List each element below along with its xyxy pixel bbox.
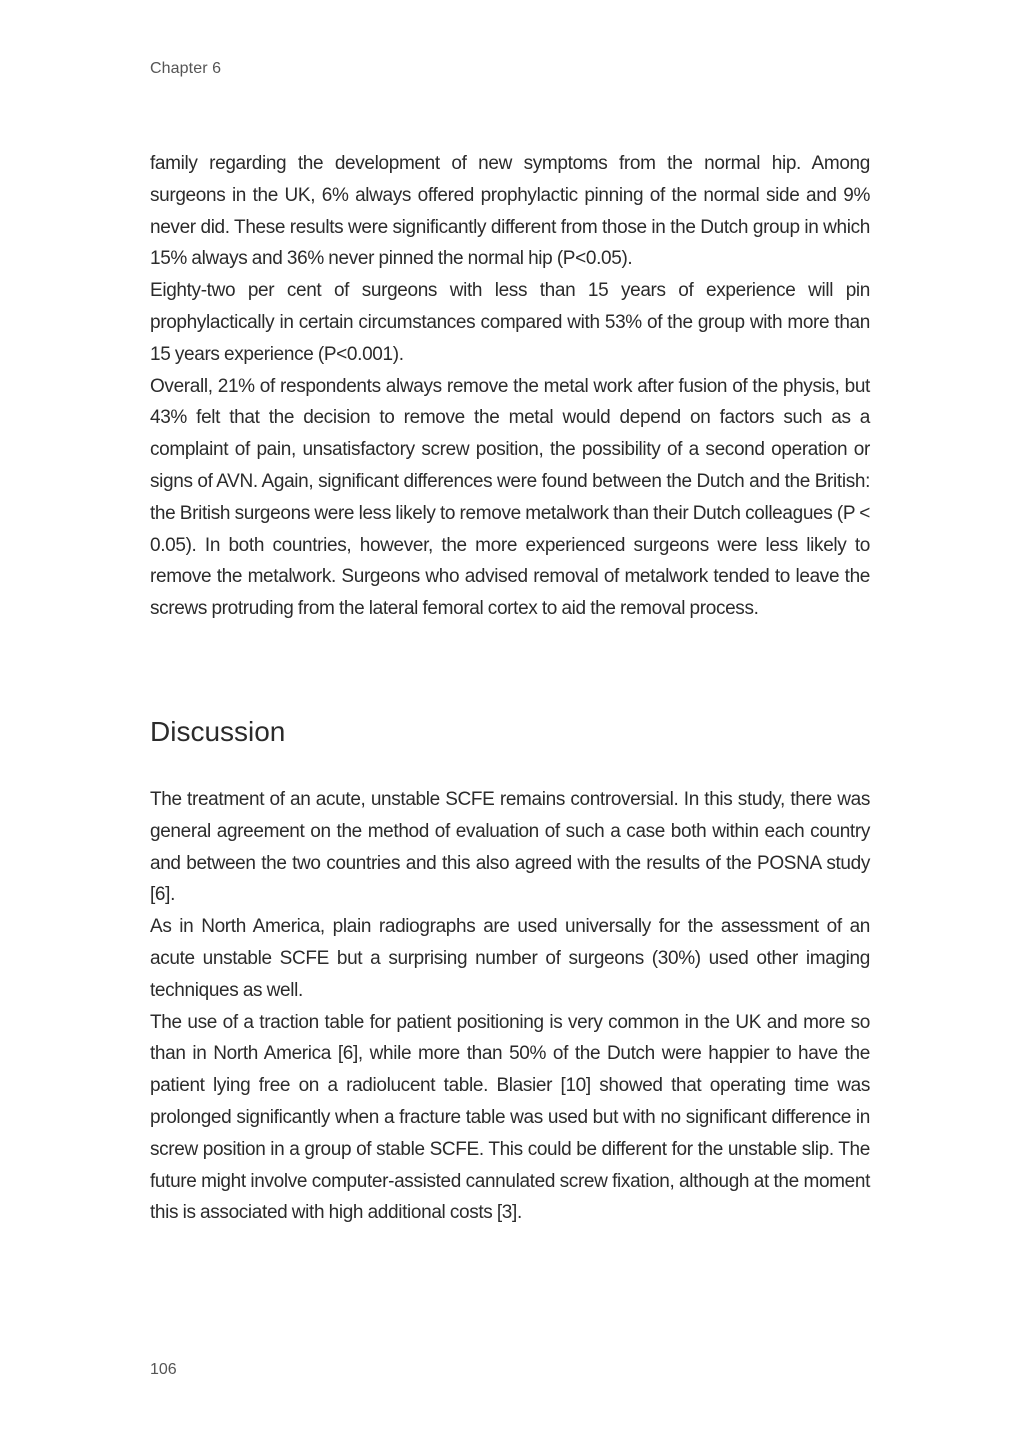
running-header: Chapter 6 [150,60,222,77]
discussion-text [150,784,870,1229]
paragraph: As in North America, plain radiographs are used universally for the assessment of an acute unstable SCFE but a surprising number of surgeons (30%) used other imaging techniques as well. [150,916,870,1001]
paragraph: The treatment of an acute, unstable SCFE remains controversial. In this study, there was general agreement on the method of evaluation of such a case both within each country and between the two countries and this also agreed with the results of the POSNA study [6]. [150,789,870,906]
paragraph: Eighty-two per cent of surgeons with less than 15 years of experience will pin prophylactically in certain circumstances compared with 53% of the group with more than 15 years experience (P<0.001). [150,280,870,365]
results-text [150,148,870,625]
paragraph: The use of a traction table for patient positioning is very common in the UK and more so than in North America [6], while more than 50% of the Dutch were happier to have the patient lying free on a radiolucent table. Blasier [10] showed that operating time was prolonged significantly when a fracture table was used but with no significant difference in screw position in a group of stable SCFE. This could be different for the unstable slip. The future might involve computer-assisted cannulated screw fixation, although at the moment this is associated with high additional costs [3]. [150,1011,870,1224]
section-heading-discussion: Discussion [150,716,286,747]
paragraph: family regarding the development of new symptoms from the normal hip. Among surgeons in the UK, 6% always offered prophylactic pinning of the normal side and 9% never did. These results were significantly different from those in the Dutch group in which 15% always and 36% never pinned the normal hip (P<0.05). [150,153,870,270]
page-number: 106 [150,1361,177,1378]
paragraph: Overall, 21% of respondents always remove the metal work after fusion of the physis, but 43% felt that the decision to remove the metal would depend on factors such as a complaint of pain, unsatisfactory screw position, the possibility of a second operation or signs of AVN. Again, significant differences were found between the Dutch and the British: the British surgeons were less likely to remove metalwork than their Dutch colleagues (P < 0.05). In both countries, however, the more experienced surgeons were less likely to remove the metalwork. Surgeons who advised removal of metalwork tended to leave the screws protruding from the lateral femoral cortex to aid the removal process. [150,375,870,620]
